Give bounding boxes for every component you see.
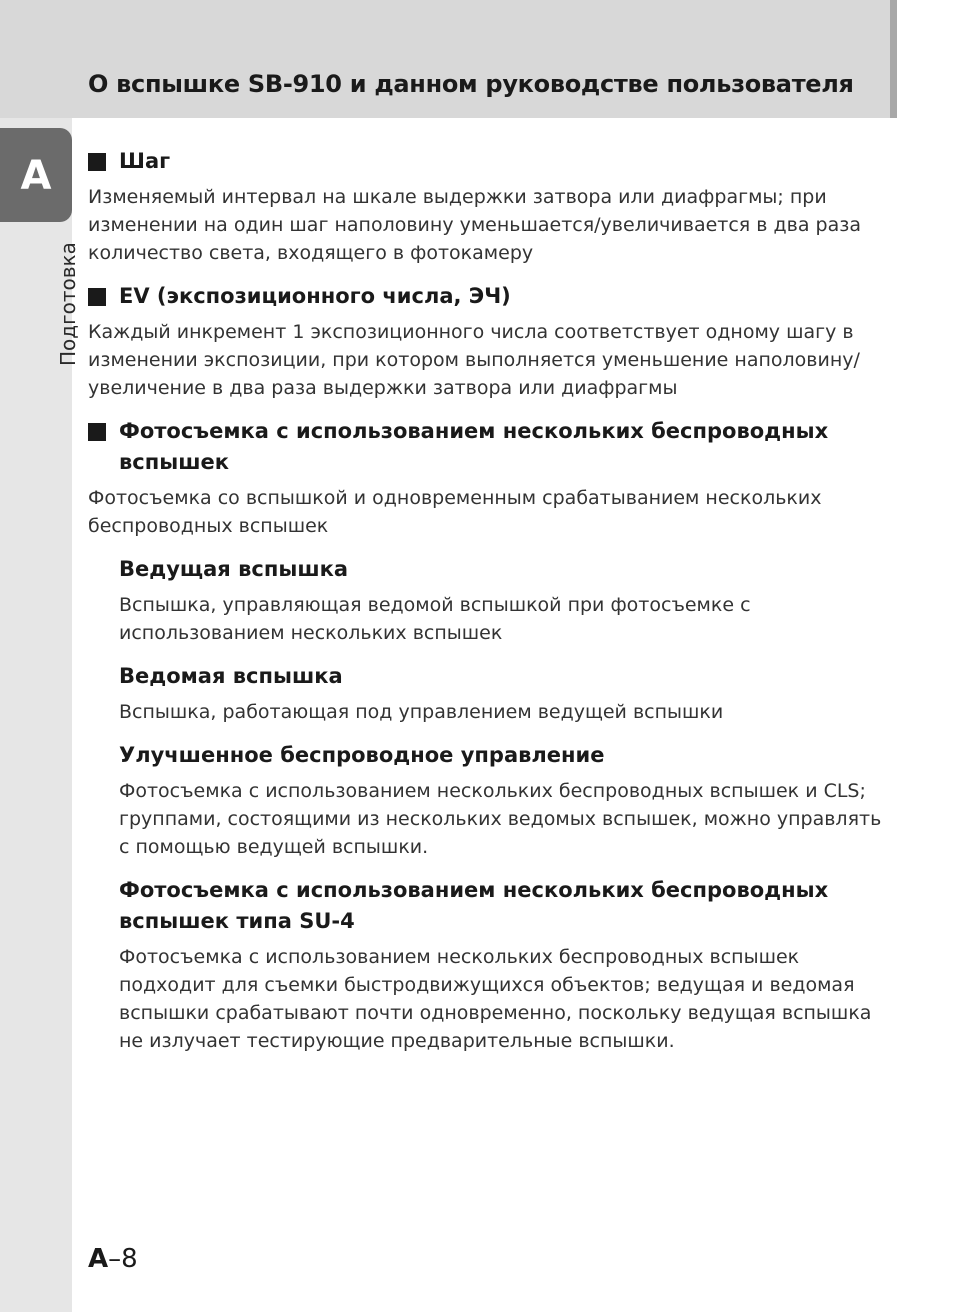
- page-number: [88, 1244, 138, 1274]
- section-title: EV (экспозиционного числа, ЭЧ): [119, 284, 511, 308]
- chapter-name: Подготовка: [56, 242, 80, 366]
- glossary-subsection-remote: [119, 661, 888, 726]
- section-heading: [88, 281, 888, 312]
- subsection-title: Ведущая вспышка: [119, 557, 349, 581]
- subsection-body: Фотосъемка с использованием нескольких беспроводных вспышек и CLS; группами, состоящими из нескольких ведомых вспышек, можно управлять с помощью ведущей вспышки.: [119, 780, 882, 858]
- subsection-body: Вспышка, управляющая ведомой вспышкой при фотосъемке с использованием нескольких вспышек: [119, 594, 751, 644]
- section-heading: [88, 146, 888, 177]
- header-edge: [890, 0, 897, 118]
- glossary-content: [88, 146, 888, 1069]
- section-body: Каждый инкремент 1 экспозиционного числа соответствует одному шагу в изменении экспозиции, при котором выполняется уменьшение наполовину/ увеличение в два раза выдержки затвора или диафрагмы: [88, 321, 860, 399]
- section-heading: [88, 416, 888, 478]
- square-bullet-icon: [88, 423, 106, 441]
- subsection-body: Фотосъемка с использованием нескольких беспроводных вспышек подходит для съемки быстродвижущихся объектов; ведущая и ведомая вспышки срабатывают почти одновременно, поскольку ведущая вспышка не излучает тестирующие предварительные вспышки.: [119, 946, 872, 1052]
- subsection-title: Ведомая вспышка: [119, 664, 343, 688]
- chapter-letter: A: [20, 153, 52, 199]
- section-body: Фотосъемка со вспышкой и одновременным срабатыванием нескольких беспроводных вспышек: [88, 487, 822, 537]
- subsection-title: Фотосъемка с использованием нескольких беспроводных вспышек типа SU-4: [119, 878, 829, 933]
- page-header: [0, 0, 890, 118]
- subsection-title: Улучшенное беспроводное управление: [119, 743, 605, 767]
- glossary-section-wireless: [88, 416, 888, 540]
- glossary-section-ev: [88, 281, 888, 402]
- section-body: Изменяемый интервал на шкале выдержки затвора или диафрагмы; при изменении на один шаг наполовину уменьшается/увеличивается в два раза количество света, входящего в фотокамеру: [88, 186, 861, 264]
- page-title: О вспышке SB-910 и данном руководстве пользователя: [88, 70, 854, 98]
- glossary-subsection-master: [119, 554, 888, 647]
- square-bullet-icon: [88, 288, 106, 306]
- subsection-body: Вспышка, работающая под управлением ведущей вспышки: [119, 701, 724, 723]
- glossary-section-step: [88, 146, 888, 267]
- section-title: Фотосъемка с использованием нескольких беспроводных вспышек: [119, 419, 829, 474]
- square-bullet-icon: [88, 153, 106, 171]
- glossary-subsection-advanced-wireless: [119, 740, 888, 861]
- section-title: Шаг: [119, 149, 171, 173]
- page-number-chapter: A: [88, 1244, 109, 1274]
- page-number-value: –8: [108, 1244, 138, 1274]
- glossary-subsection-su4: [119, 875, 888, 1055]
